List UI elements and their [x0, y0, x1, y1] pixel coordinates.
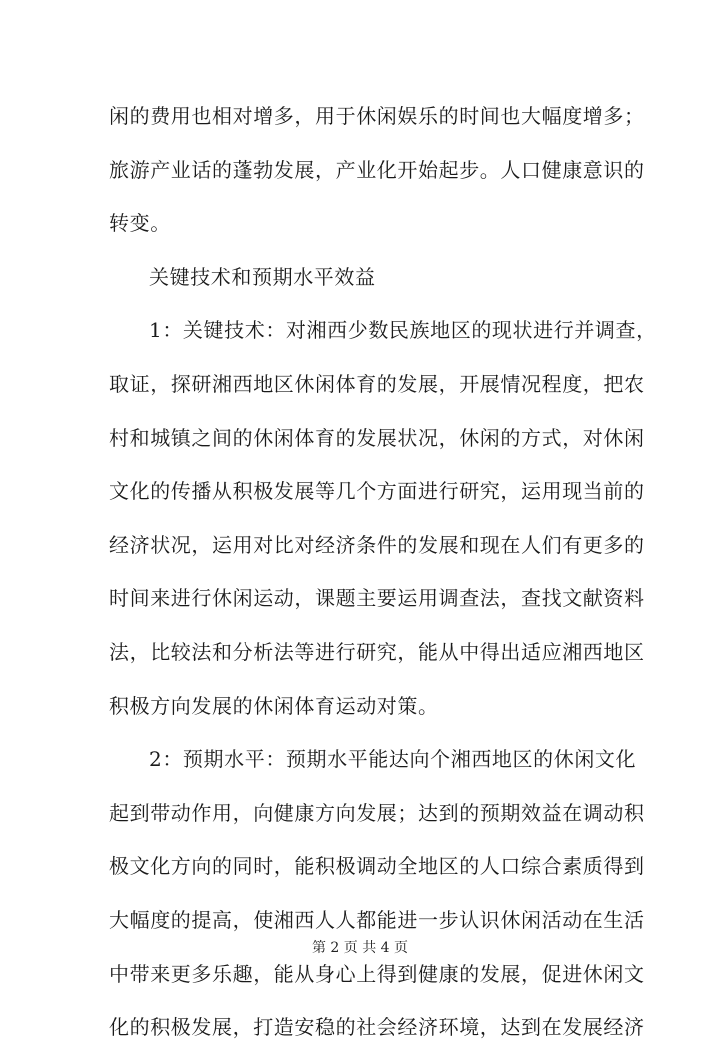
text-line: 中带来更多乐趣，能从身心上得到健康的发展，促进休闲文: [109, 961, 645, 986]
text-line: 极文化方向的同时，能积极调动全地区的人口综合素质得到: [109, 854, 645, 879]
text-line: 村和城镇之间的休闲体育的发展状况，休闲的方式，对休闲: [109, 425, 645, 450]
text-line: 化的积极发展，打造安稳的社会经济环境，达到在发展经济: [109, 1015, 645, 1040]
text-line: 积极方向发展的休闲体育运动对策。: [109, 693, 439, 718]
text-line: 1：关键技术：对湘西少数民族地区的现状进行并调查，: [149, 318, 657, 343]
text-line: 时间来进行休闲运动，课题主要运用调查法，查找文献资料: [109, 586, 645, 611]
text-line: 旅游产业话的蓬勃发展，产业化开始起步。人口健康意识的: [109, 157, 645, 182]
text-line: 大幅度的提高，使湘西人人都能进一步认识休闲活动在生活: [109, 907, 645, 932]
text-line: 取证，探研湘西地区休闲体育的发展，开展情况程度，把农: [109, 371, 645, 396]
document-body: [109, 90, 657, 1055]
text-line: 转变。: [109, 211, 171, 236]
text-line: 经济状况，运用对比对经济条件的发展和现在人们有更多的: [109, 532, 645, 557]
text-line: 2：预期水平：预期水平能达向个湘西地区的休闲文化: [149, 747, 637, 772]
text-line: 文化的传播从积极发展等几个方面进行研究，运用现当前的: [109, 479, 645, 504]
text-line: 法，比较法和分析法等进行研究，能从中得出适应湘西地区: [109, 639, 645, 664]
section-heading: 关键技术和预期水平效益: [149, 264, 376, 289]
page-number: 第 2 页 共 4 页: [311, 940, 409, 956]
page-footer: [0, 938, 720, 958]
text-line: 起到带动作用，向健康方向发展；达到的预期效益在调动积: [109, 800, 645, 825]
text-line: 闲的费用也相对增多，用于休闲娱乐的时间也大幅度增多；: [109, 104, 645, 128]
